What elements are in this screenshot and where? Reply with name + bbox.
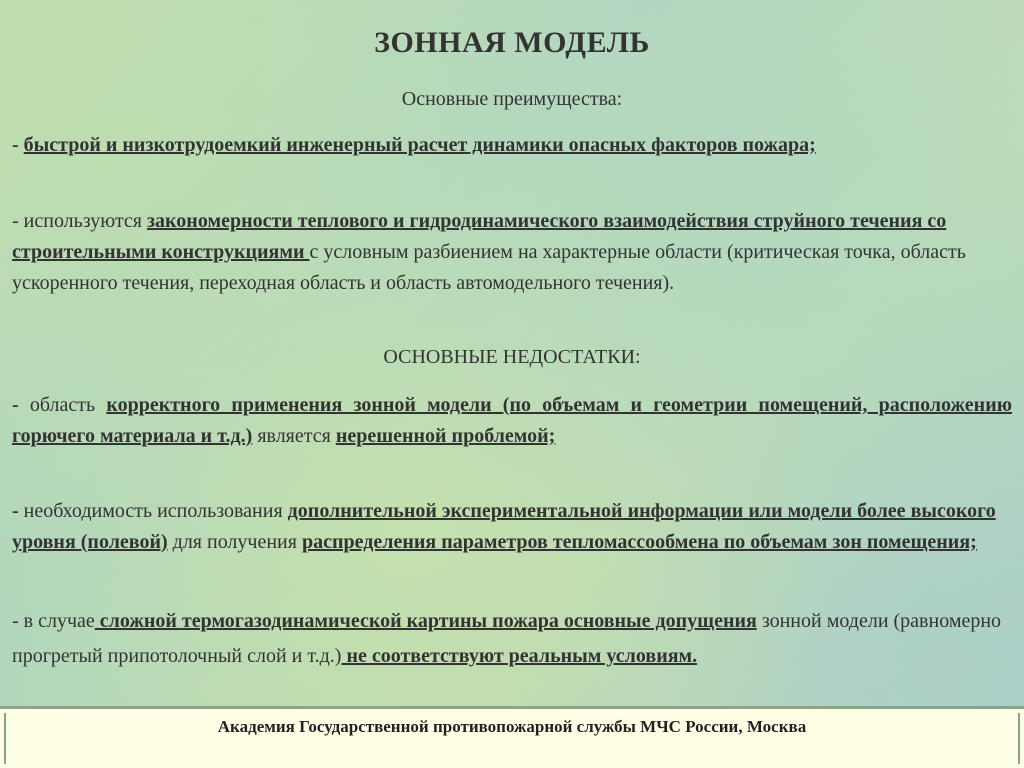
footer-bar: [0, 706, 1024, 768]
disadvantage-2-bold-2: распределения параметров тепломассообмена по объемам зон помещения;: [301, 531, 977, 553]
advantage-2-text-2: с условным разбиением на характерные области (критическая точка, область ускоренного течения, переходная область и область автомодельного течения).: [12, 241, 966, 294]
disadvantage-1-dash: -: [12, 394, 19, 416]
advantage-2-bold-1: закономерности теплового и гидродинамического взаимодействия струйного течения со строительными конструкциями: [12, 210, 947, 263]
disadvantage-1-text-2: является: [252, 425, 336, 447]
advantage-1-dash: -: [12, 134, 24, 156]
disadvantage-item-2: [12, 496, 1012, 558]
disadvantage-item-3: [12, 604, 1012, 674]
disadvantage-2-text-2: для получения: [167, 531, 302, 553]
disadvantage-3-bold-2: не соответствуют реальным условиям.: [341, 645, 698, 667]
disadvantage-1-bold-2: нерешенной проблемой;: [335, 425, 556, 447]
disadvantage-3-bold-1: сложной термогазодинамической картины пожара основные допущения: [94, 610, 757, 632]
advantage-1-text: быстрой и низкотрудоемкий инженерный расчет динамики опасных факторов пожара;: [23, 134, 816, 156]
disadvantage-3-text-1: - в случае: [12, 610, 95, 632]
disadvantage-2-dash: -: [12, 500, 19, 522]
advantage-2-text-1: - используются: [12, 210, 147, 232]
advantage-item-1: [12, 130, 1012, 161]
slide-title: ЗОННАЯ МОДЕЛЬ: [374, 26, 650, 59]
disadvantage-1-bold-1: корректного применения зонной модели (по объемам и геометрии помещений, расположению горючего материала и т.д.): [12, 394, 1012, 447]
disadvantage-1-text-1: область: [18, 394, 107, 416]
footer-text: Академия Государственной противопожарной службы МЧС России, Москва: [217, 717, 807, 736]
disadvantage-2-text-1: необходимость использования: [18, 500, 288, 522]
advantage-item-2: [12, 206, 1012, 299]
disadvantage-2-bold-1: дополнительной экспериментальной информации или модели более высокого уровня (полевой): [12, 500, 996, 553]
disadvantages-heading: ОСНОВНЫЕ НЕДОСТАТКИ:: [383, 346, 641, 368]
advantages-heading: Основные преимущества:: [401, 88, 623, 110]
disadvantage-item-1: [12, 390, 1012, 452]
disadvantage-3-text-2: зонной модели (равномерно прогретый припотолочный слой и т.д.): [12, 610, 1002, 667]
